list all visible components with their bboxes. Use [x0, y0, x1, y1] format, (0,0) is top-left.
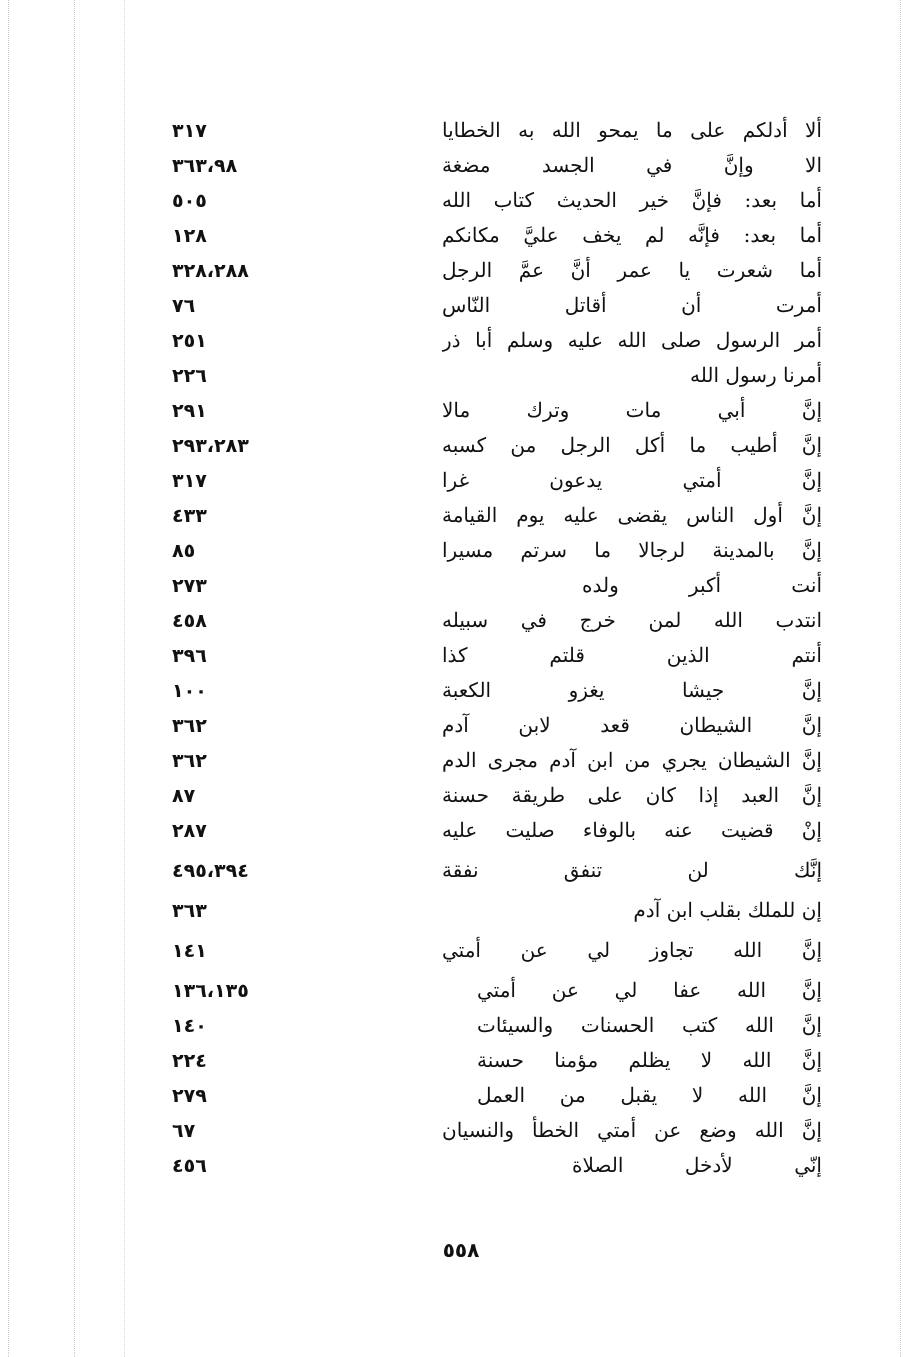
hadith-text: إنَّ جيشا يغزو الكعبة: [442, 678, 822, 702]
index-entry: [0, 639, 922, 674]
hadith-text: أمرنا رسول الله: [690, 363, 822, 387]
index-entry: [0, 894, 922, 934]
page-references: ٣٦٣،٩٨: [172, 155, 238, 177]
page-references: ٢٧٣: [172, 575, 207, 597]
index-entry: [0, 289, 922, 324]
hadith-text: إنَّ الله وضع عن أمتي الخطأ والنسيان: [442, 1118, 822, 1142]
hadith-text: أنتم الذين قلتم كذا: [442, 643, 822, 667]
index-entry: [0, 709, 922, 744]
hadith-text: إنَّ أبي مات وترك مالا: [442, 398, 822, 422]
page-references: ٢٩١: [172, 400, 207, 422]
hadith-text: إنَّ الله تجاوز لي عن أمتي: [442, 938, 822, 962]
index-entry: [0, 149, 922, 184]
page-references: ١٤١: [172, 940, 207, 962]
page-references: ٢٧٩: [172, 1085, 207, 1107]
hadith-text: إنَّ الشيطان قعد لابن آدم: [442, 713, 822, 737]
index-entry: [0, 854, 922, 894]
page-number: ٥٥٨: [442, 1238, 480, 1262]
hadith-text: إنَّ أطيب ما أكل الرجل من كسبه: [442, 433, 822, 457]
index-entry: [0, 499, 922, 534]
page-references: ٨٥: [172, 540, 196, 562]
hadith-text: أما بعد: فإنَّه لم يخف عليَّ مكانكم: [442, 223, 822, 247]
hadith-text: الا وإنَّ في الجسد مضغة: [442, 153, 822, 177]
page-references: ٣٦٢: [172, 750, 207, 772]
index-entry: [0, 569, 922, 604]
hadith-index-list: [0, 114, 922, 1184]
page-references: ١٤٠: [172, 1015, 207, 1037]
page-references: ٤٥٦: [172, 1155, 207, 1177]
page-references: ٣٩٦: [172, 645, 207, 667]
page-references: ٧٦: [172, 295, 196, 317]
page-references: ٤٩٥،٣٩٤: [172, 860, 249, 882]
index-entry: [0, 1009, 922, 1044]
hadith-text: انتدب الله لمن خرج في سبيله: [442, 608, 822, 632]
page-references: ٥٠٥: [172, 190, 207, 212]
page-references: ٣٦٢: [172, 715, 207, 737]
page-references: ٢٩٣،٢٨٣: [172, 435, 249, 457]
index-entry: [0, 464, 922, 499]
hadith-text: إنّي لأدخل الصلاة: [572, 1153, 822, 1177]
index-entry: [0, 1114, 922, 1149]
index-entry: [0, 359, 922, 394]
hadith-text: أما بعد: فإنَّ خير الحديث كتاب الله: [442, 188, 822, 212]
hadith-text: أما شعرت يا عمر أنَّ عمَّ الرجل: [442, 258, 822, 282]
page-references: ٣٢٨،٢٨٨: [172, 260, 249, 282]
index-entry: [0, 219, 922, 254]
index-entry: [0, 534, 922, 569]
hadith-text: إنَّ الشيطان يجري من ابن آدم مجرى الدم: [442, 748, 822, 772]
page-references: ٤٥٨: [172, 610, 207, 632]
page-references: ١٠٠: [172, 680, 207, 702]
page-references: ٣٦٣: [172, 900, 207, 922]
index-entry: [0, 934, 922, 974]
page-references: ٣١٧: [172, 470, 207, 492]
hadith-text: إن للملك بقلب ابن آدم: [633, 898, 822, 922]
hadith-text: إنَّ الله لا يظلم مؤمنا حسنة: [477, 1048, 822, 1072]
index-entry: [0, 114, 922, 149]
page-references: ٢٥١: [172, 330, 207, 352]
page-references: ١٣٦،١٣٥: [172, 980, 249, 1002]
index-entry: [0, 814, 922, 854]
index-entry: [0, 1044, 922, 1079]
index-entry: [0, 974, 922, 1009]
index-entry: [0, 779, 922, 814]
page-references: ٢٨٧: [172, 820, 207, 842]
hadith-text: أنت أكبر ولده: [582, 573, 822, 597]
page-references: ١٢٨: [172, 225, 207, 247]
hadith-text: إنَّ أمتي يدعون غرا: [442, 468, 822, 492]
hadith-text: أمرت أن أقاتل النّاس: [442, 293, 822, 317]
hadith-text: إنَّ الله عفا لي عن أمتي: [477, 978, 822, 1002]
index-entry: [0, 744, 922, 779]
hadith-text: إنَّ الله لا يقبل من العمل: [477, 1083, 822, 1107]
index-entry: [0, 184, 922, 219]
hadith-text: إنَّ بالمدينة لرجالا ما سرتم مسيرا: [442, 538, 822, 562]
page-references: ٢٢٦: [172, 365, 207, 387]
hadith-text: إنْ قضيت عنه بالوفاء صليت عليه: [442, 818, 822, 842]
page-references: ٣١٧: [172, 120, 207, 142]
index-entry: [0, 1079, 922, 1114]
hadith-text: إنَّك لن تنفق نفقة: [442, 858, 822, 882]
index-entry: [0, 394, 922, 429]
hadith-text: ألا أدلكم على ما يمحو الله به الخطايا: [442, 118, 822, 142]
index-entry: [0, 604, 922, 639]
hadith-text: إنَّ الله كتب الحسنات والسيئات: [477, 1013, 822, 1037]
hadith-text: إنَّ أول الناس يقضى عليه يوم القيامة: [442, 503, 822, 527]
index-entry: [0, 674, 922, 709]
page-references: ٦٧: [172, 1120, 196, 1142]
page-references: ٢٢٤: [172, 1050, 207, 1072]
index-entry: [0, 324, 922, 359]
page-references: ٨٧: [172, 785, 196, 807]
page-references: ٤٣٣: [172, 505, 207, 527]
index-entry: [0, 1149, 922, 1184]
index-entry: [0, 254, 922, 289]
hadith-text: أمر الرسول صلى الله عليه وسلم أبا ذر: [442, 328, 822, 352]
index-entry: [0, 429, 922, 464]
hadith-text: إنَّ العبد إذا كان على طريقة حسنة: [442, 783, 822, 807]
